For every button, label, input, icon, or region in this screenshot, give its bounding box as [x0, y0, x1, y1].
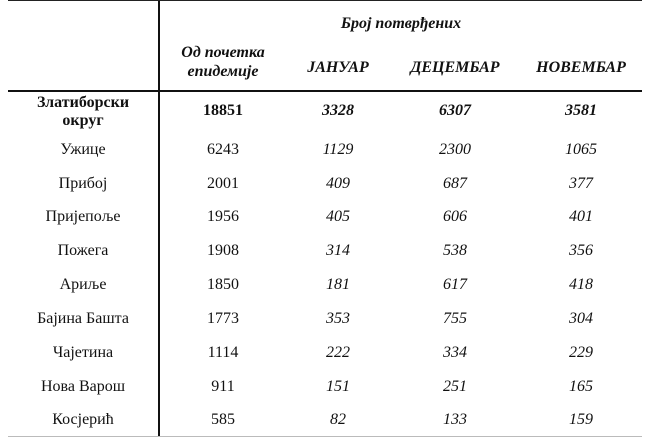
cases-table [8, 0, 642, 437]
row-name: Пожега [57, 242, 109, 259]
row-december: 251 [443, 378, 467, 395]
row-since-start: 1908 [207, 242, 239, 259]
row-december: 334 [443, 344, 467, 361]
row-january: 409 [326, 175, 350, 192]
row-name: Ужице [60, 141, 106, 158]
row-since-start: 1773 [207, 310, 239, 327]
row-name: Чајетина [52, 344, 114, 361]
row-january: 1129 [322, 141, 354, 158]
district-total-november: 3581 [565, 102, 597, 119]
row-since-start: 911 [211, 378, 235, 395]
row-name: Прибој [58, 175, 108, 192]
row-november: 356 [569, 242, 593, 259]
row-since-start: 1114 [207, 344, 239, 361]
row-november: 304 [569, 310, 593, 327]
row-since-start: 1850 [207, 276, 239, 293]
district-total-since-start: 18851 [203, 102, 243, 119]
header-november: НОВЕМБАР [536, 59, 626, 76]
row-january: 405 [326, 208, 350, 225]
district-total-january: 3328 [322, 102, 354, 119]
row-name: Бајина Башта [37, 310, 129, 327]
row-january: 222 [326, 344, 350, 361]
header-rule [8, 90, 642, 92]
row-january: 314 [326, 242, 350, 259]
row-since-start: 6243 [207, 141, 239, 158]
row-since-start: 585 [211, 411, 235, 428]
row-december: 687 [443, 175, 467, 192]
row-name: Нова Варош [40, 378, 126, 395]
row-december: 606 [443, 208, 467, 225]
row-name: Ариље [59, 276, 107, 293]
header-since-start: Од почетка епидемије [181, 44, 265, 80]
row-january: 353 [326, 310, 350, 327]
district-total-december: 6307 [439, 102, 471, 119]
row-name: Косјерић [52, 411, 114, 428]
row-name: Пријепоље [45, 208, 121, 225]
row-november: 165 [569, 378, 593, 395]
row-december: 755 [443, 310, 467, 327]
header-december: ДЕЦЕМБАР [410, 59, 500, 76]
row-since-start: 2001 [207, 175, 239, 192]
district-name: Златиборски округ [36, 94, 130, 129]
row-december: 2300 [439, 141, 471, 158]
row-december: 617 [443, 276, 467, 293]
row-november: 159 [569, 411, 593, 428]
row-november: 229 [569, 344, 593, 361]
row-since-start: 1956 [207, 208, 239, 225]
group-header: Број потврђених [340, 15, 462, 32]
row-january: 151 [326, 378, 350, 395]
row-january: 82 [330, 411, 346, 428]
header-january: ЈАНУАР [307, 59, 369, 76]
row-january: 181 [326, 276, 350, 293]
row-november: 418 [569, 276, 593, 293]
row-december: 538 [443, 242, 467, 259]
row-november: 377 [569, 175, 593, 192]
row-december: 133 [443, 411, 467, 428]
row-november: 401 [569, 208, 593, 225]
row-november: 1065 [565, 141, 597, 158]
